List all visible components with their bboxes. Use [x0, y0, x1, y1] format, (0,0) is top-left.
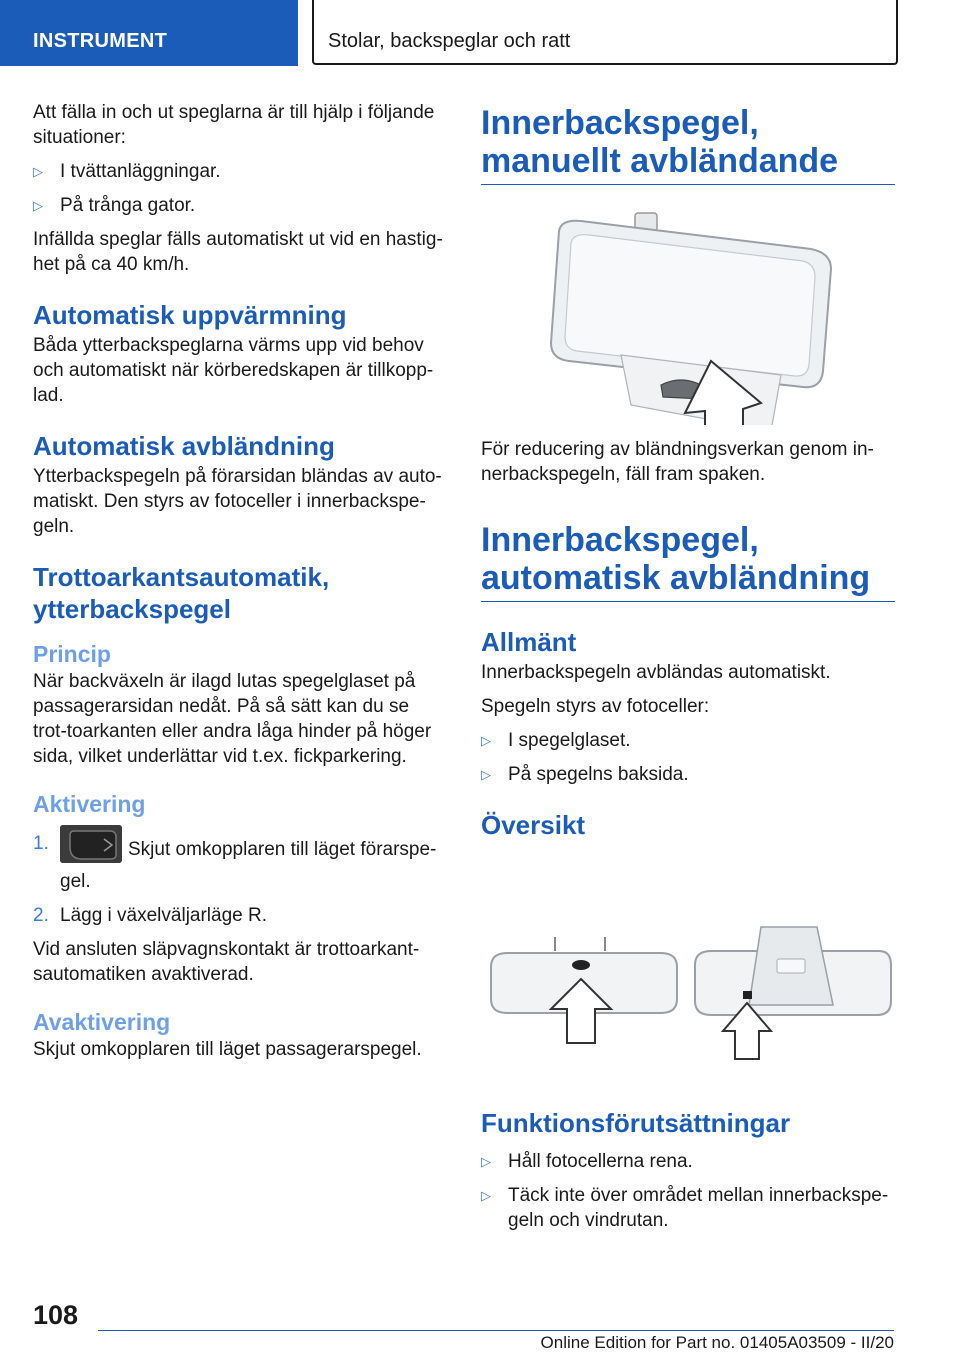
dimming-heading: Automatisk avbländning [33, 431, 335, 461]
mirror-switch-icon [60, 825, 122, 863]
step-text: Skjut omkopplaren till läget förarspe-gel. [60, 839, 437, 892]
manual-mirror-heading: Innerbackspegel, manuellt avbländande [481, 104, 895, 185]
step-item [33, 831, 448, 894]
triangle-right-icon: ▷ [33, 164, 43, 179]
page-number: 108 [33, 1300, 79, 1330]
chapter-label: Stolar, backspeglar och ratt [328, 30, 571, 52]
dimming-text: Ytterbackspegeln på förarsidan bländas av auto-matiskt. Den styrs av fotoceller i innerbackspe-geln. [33, 466, 442, 537]
chapter-tab [312, 0, 898, 65]
list-item: ▷ Täck inte över området mellan innerbackspe-geln och vindrutan. [481, 1185, 889, 1231]
heating-text: Båda ytterbackspeglarna värms upp vid behov och automatiskt när körberedskapen är tillkopp-lad. [33, 335, 434, 406]
list-item: ▷ I spegelglaset. [481, 730, 631, 751]
list-item: ▷ På trånga gator. [33, 195, 196, 216]
triangle-right-icon: ▷ [481, 1188, 491, 1203]
principle-heading: Princip [33, 641, 111, 667]
list-item: ▷ På spegelns baksida. [481, 764, 689, 785]
list-item: ▷ I tvättanläggningar. [33, 161, 221, 182]
photocell-overview-illustration [481, 841, 895, 1101]
prerequisites-heading: Funktionsförutsättningar [481, 1108, 791, 1138]
heating-heading: Automatisk uppvärmning [33, 300, 347, 330]
triangle-right-icon: ▷ [33, 198, 43, 213]
step-text: Lägg i växelväljarläge R. [60, 905, 268, 926]
footer-divider [98, 1330, 894, 1331]
activation-note: Vid ansluten släpvagnskontakt är trottoarkant-sautomatiken avaktiverad. [33, 939, 420, 985]
triangle-right-icon: ▷ [481, 1154, 491, 1169]
step-item [33, 903, 448, 928]
general-heading: Allmänt [481, 627, 577, 657]
list-item: ▷ Håll fotocellerna rena. [481, 1151, 693, 1172]
deactivation-heading: Avaktivering [33, 1009, 171, 1035]
deactivation-text: Skjut omkopplaren till läget passagerarspegel. [33, 1039, 422, 1060]
intro-text: Att fälla in och ut speglarna är till hjälp i följande situationer: [33, 102, 435, 148]
manual-mirror-illustration [481, 185, 895, 425]
section-tab [0, 0, 298, 66]
overview-heading: Översikt [481, 810, 586, 840]
left-column [33, 100, 448, 1062]
general-text: Innerbackspegeln avbländas automatiskt. [481, 662, 831, 683]
activation-heading: Aktivering [33, 791, 146, 817]
curb-heading: Trottoarkantsautomatik, ytterbackspegel [33, 562, 330, 624]
photocell-text: Spegeln styrs av fotoceller: [481, 696, 710, 717]
step-number: 2. [33, 905, 49, 926]
right-column [481, 104, 895, 1242]
section-label: INSTRUMENT [33, 30, 168, 52]
page-header [0, 0, 960, 66]
principle-text: När backväxeln är ilagd lutas spegelglaset på passagerarsidan nedåt. På så sätt kan du se trot-toarkanten eller andra låga hinder på höger sida, vilket underlättar vid t.ex. fickparkering. [33, 671, 432, 767]
auto-mirror-heading: Innerbackspegel, automatisk avbländning [481, 521, 895, 602]
edition-text: Online Edition for Part no. 01405A03509 - II/20 [540, 1333, 894, 1352]
triangle-right-icon: ▷ [481, 767, 491, 782]
triangle-right-icon: ▷ [481, 733, 491, 748]
step-number: 1. [33, 833, 49, 854]
auto-fold-text: Infällda speglar fälls automatiskt ut vid en hastig-het på ca 40 km/h. [33, 229, 443, 275]
manual-mirror-text: För reducering av bländningsverkan genom in-nerbackspegeln, fäll fram spaken. [481, 439, 874, 485]
